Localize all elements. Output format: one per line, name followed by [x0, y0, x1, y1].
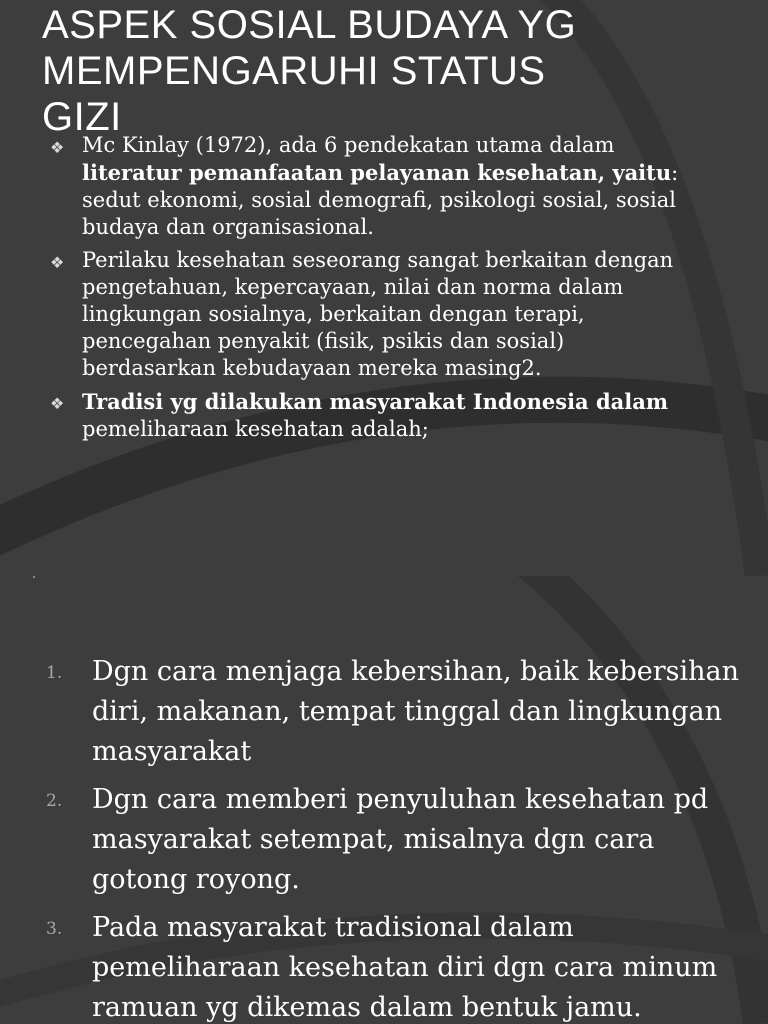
list-item	[46, 780, 746, 900]
diamond-cluster-icon: ❖	[50, 138, 65, 157]
bullet-text: Mc Kinlay (1972), ada 6 pendekatan utama dalam	[82, 133, 615, 157]
list-item	[48, 132, 688, 241]
list-item	[48, 388, 688, 443]
item-number: 1.	[46, 663, 63, 683]
list-item	[46, 652, 746, 772]
item-number: 3.	[46, 919, 63, 939]
diamond-cluster-icon: ❖	[50, 394, 65, 413]
slide-title: ASPEK SOSIAL BUDAYA YG MEMPENGARUHI STATUS GIZI	[42, 3, 577, 139]
bullet-text: Perilaku kesehatan seseorang sangat berkaitan dengan pengetahuan, kepercayaan, nilai dan norma dalam lingkungan sosialnya, berkaitan dengan terapi, pencegahan penyakit (fisik, psikis dan sosial) berdasarkan kebudayaan mereka masing2.	[82, 248, 674, 380]
marker-dot	[33, 576, 35, 578]
bullet-bold-text: literatur pemanfaatan pelayanan kesehatan, yaitu	[82, 160, 672, 185]
bullet-bold-text: Tradisi yg dilakukan masyarakat Indonesia dalam	[82, 389, 669, 414]
bullet-text-rest: : sedut ekonomi, sosial demografi, psikologi sosial, sosial budaya dan organisasional.	[82, 161, 679, 239]
item-number: 2.	[46, 791, 63, 811]
item-text: Pada masyarakat tradisional dalam pemeliharaan kesehatan diri dgn cara minum ramuan yg dikemas dalam bentuk jamu.	[92, 912, 718, 1023]
list-item	[46, 908, 746, 1024]
item-text: Dgn cara menjaga kebersihan, baik kebersihan diri, makanan, tempat tinggal dan lingkungan masyarakat	[92, 656, 739, 767]
diamond-cluster-icon: ❖	[50, 253, 65, 272]
bullet-list	[48, 132, 688, 449]
numbered-list	[46, 652, 746, 1024]
list-item	[48, 247, 688, 382]
slide-2	[0, 576, 768, 1024]
item-text: Dgn cara memberi penyuluhan kesehatan pd masyarakat setempat, misalnya dgn cara gotong royong.	[92, 784, 709, 895]
bullet-text-rest: pemeliharaan kesehatan adalah;	[82, 417, 429, 441]
